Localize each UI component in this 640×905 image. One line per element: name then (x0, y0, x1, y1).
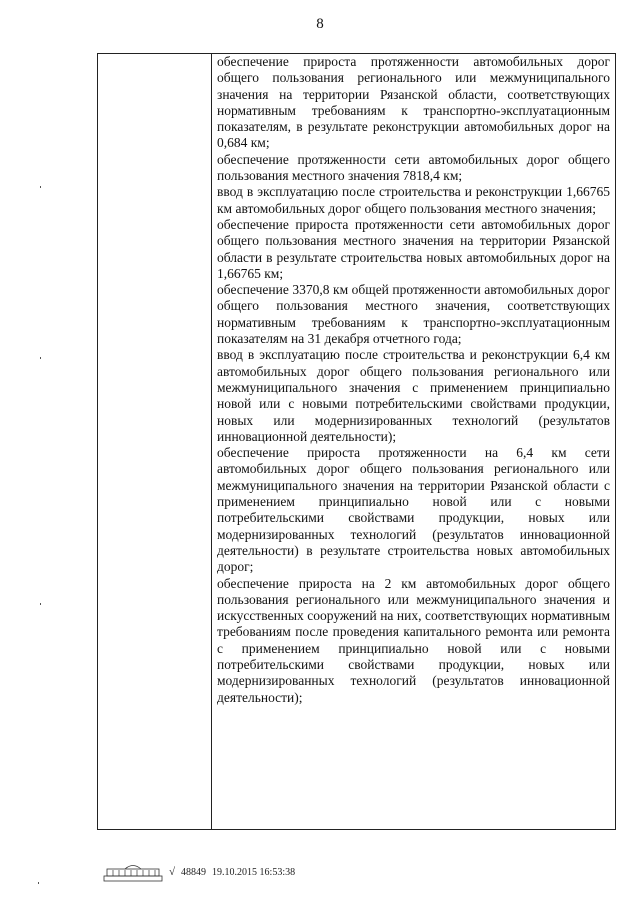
paragraph: обеспечение протяженности сети автомобильных дорог общего пользования местного значения 7818,4 км; (217, 151, 610, 184)
scan-speck (38, 882, 39, 884)
paragraph: обеспечение прироста протяженности на 6,4 км сети автомобильных дорог общего пользования регионального или межмуниципального значения на территории Рязанской области с применением принципиально новой или с новыми потребительскими свойствами продукции, новых или модернизированных технологий (результатов инновационной деятельности) в результате строительства новых автомобильных дорог; (217, 445, 610, 575)
paragraph: обеспечение 3370,8 км общей протяженности автомобильных дорог общего пользования местного значения, соответствующих нормативным требованиям к транспортно-эксплуатационным показателям на 31 декабря отчетного года; (217, 282, 610, 347)
scan-speck (40, 357, 41, 359)
scan-speck (40, 186, 41, 188)
scan-speck (40, 603, 41, 605)
document-footer (103, 861, 295, 883)
check-mark: √ (169, 866, 176, 878)
paragraph: ввод в эксплуатацию после строительства и реконструкции 6,4 км автомобильных дорог общего пользования регионального или межмуниципального значения с применением принципиально новой или с новыми потребительскими свойствами продукции, новых или модернизированных технологий (результатов инновационной деятельности); (217, 347, 610, 444)
document-timestamp: 19.10.2015 16:53:38 (212, 866, 296, 878)
document-number: 48849 (181, 866, 207, 878)
building-logo-icon (103, 862, 163, 882)
text-column (217, 54, 610, 706)
paragraph: обеспечение прироста на 2 км автомобильных дорог общего пользования регионального или межмуниципального значения и искусственных сооружений на них, соответствующих нормативным требованиям после проведения капитального ремонта или ремонта с применением принципиально новой или с новыми потребительскими свойствами продукции, новых или модернизированных технологий (результатов инновационной деятельности); (217, 575, 610, 705)
paragraph: обеспечение прироста протяженности сети автомобильных дорог общего пользования местного значения на территории Рязанской области в результате строительства новых автомобильных дорог на 1,66765 км; (217, 216, 610, 281)
column-divider (211, 54, 212, 829)
paragraph: ввод в эксплуатацию после строительства и реконструкции 1,66765 км автомобильных дорог общего пользования местного значения; (217, 184, 610, 216)
page-number: 8 (316, 16, 324, 32)
content-table (97, 53, 616, 830)
paragraph: обеспечение прироста протяженности автомобильных дорог общего пользования регионального или межмуниципального значения на территории Рязанской области, соответствующих нормативным требованиям к транспортно-эксплуатационным показателям, в результате реконструкции автомобильных дорог на 0,684 км; (217, 54, 610, 151)
